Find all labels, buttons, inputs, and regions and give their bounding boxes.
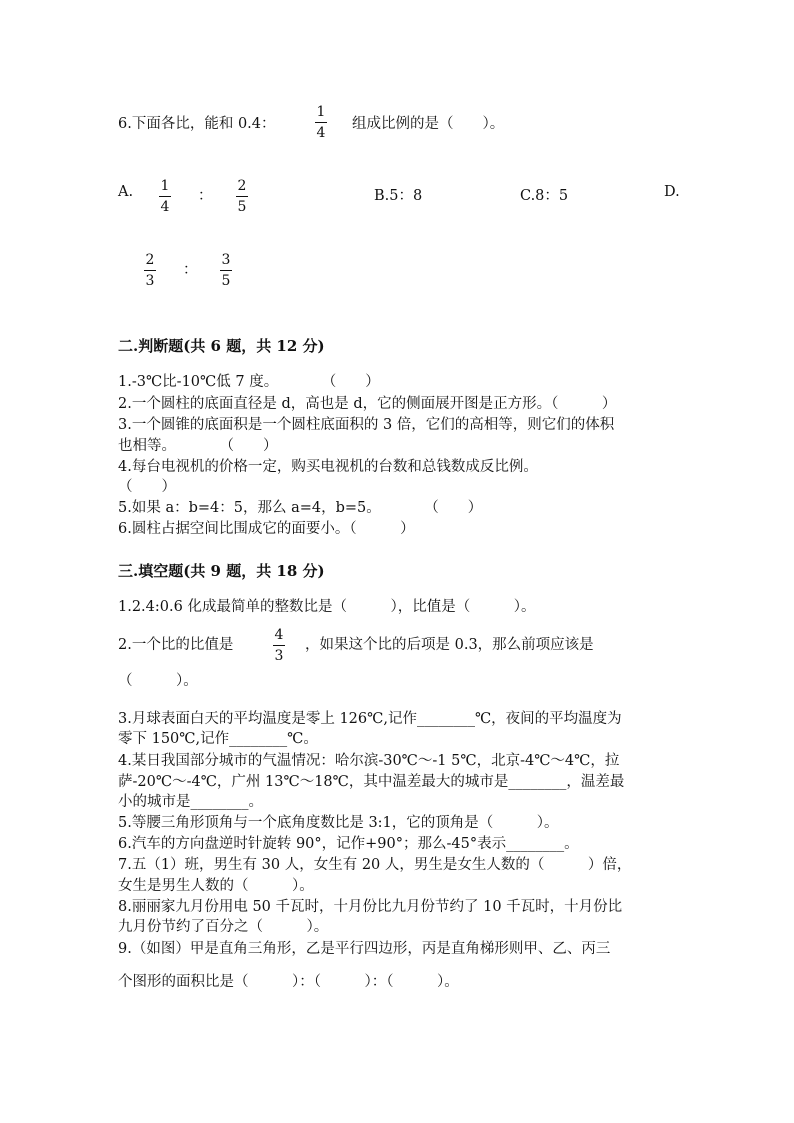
fill-item: 4.某日我国部分城市的气温情况：哈尔滨-30℃～-1 5℃，北京-4℃～4℃，拉: [118, 753, 620, 769]
fill-item: 零下 150℃,记作________℃。: [118, 731, 318, 747]
option-a-right-fraction: [236, 178, 248, 215]
fill-item: 7.五（1）班，男生有 30 人，女生有 20 人，男生是女生人数的（ ）倍，: [118, 857, 632, 873]
fill-item-2-fraction: [273, 627, 285, 664]
fill-item: 九月份节约了百分之（ ）。: [118, 919, 329, 935]
fill-item-2-rest: ，如果这个比的后项是 0.3，那么前项应该是: [305, 637, 594, 653]
option-c: C.8：5: [520, 188, 569, 204]
fill-item: 1.2.4:0.6 化成最简单的整数比是（ ），比值是（ ）。: [118, 599, 536, 615]
option-d-separator: ：: [183, 262, 198, 278]
judge-item: 4.每台电视机的价格一定，购买电视机的台数和总钱数成反比例。: [118, 459, 538, 475]
fill-item-2-stem: 2.一个比的比值是: [118, 637, 234, 653]
option-d-label: D.: [664, 184, 680, 200]
judge-item: 也相等。 （ ）: [118, 438, 278, 454]
q6-stem: 6.下面各比，能和 0.4：: [118, 116, 276, 132]
fill-item: 3.月球表面白天的平均温度是零上 126℃,记作________℃，夜间的平均温度为: [118, 711, 622, 727]
fraction-bar: [144, 270, 156, 271]
fraction-denominator: 3: [145, 273, 155, 289]
fill-item: 8.丽丽家九月份用电 50 千瓦时，十月份比九月份节约了 10 千瓦时，十月份比: [118, 899, 623, 915]
fraction-numerator: 1: [160, 178, 170, 194]
judge-item: 1.-3℃比-10℃低 7 度。 （ ）: [118, 374, 380, 390]
fill-item: 6.汽车的方向盘逆时针旋转 90°，记作+90°；那么-45°表示________。: [118, 836, 579, 852]
q6-stem-end: 组成比例的是（ ）。: [352, 116, 505, 132]
fraction-denominator: 4: [160, 199, 170, 215]
option-b: B.5：8: [374, 188, 423, 204]
option-a-left-fraction: [159, 178, 171, 215]
judge-item: （ ）: [118, 479, 176, 495]
fraction-numerator: 1: [316, 104, 326, 120]
section-2-title: 二.判断题(共 6 题，共 12 分): [118, 337, 325, 355]
fraction-numerator: 2: [145, 252, 155, 268]
fill-item: 女生是男生人数的（ ）。: [118, 878, 314, 894]
fraction-denominator: 5: [237, 199, 247, 215]
fraction-bar: [273, 645, 285, 646]
fill-item-2-blank: （ ）。: [118, 673, 198, 689]
fraction-denominator: 3: [274, 648, 284, 664]
fraction-bar: [236, 196, 248, 197]
fill-item: 个图形的面积比是（ ）：（ ）：（ ）。: [118, 974, 459, 990]
fill-item: 萨-20℃～-4℃，广州 13℃～18℃，其中温差最大的城市是________，温差最: [118, 774, 625, 790]
fraction-denominator: 4: [316, 125, 326, 141]
fraction-numerator: 2: [237, 178, 247, 194]
option-d-left-fraction: [144, 252, 156, 289]
fill-item: 5.等腰三角形顶角与一个底角度数比是 3:1，它的顶角是（ ）。: [118, 815, 559, 831]
fraction-bar: [159, 196, 171, 197]
fill-item: 9.（如图）甲是直角三角形，乙是平行四边形，丙是直角梯形则甲、乙、丙三: [118, 941, 611, 957]
fraction-numerator: 4: [274, 627, 284, 643]
q6-fraction: [315, 104, 327, 141]
option-a-separator: ：: [198, 188, 213, 204]
option-d-right-fraction: [220, 252, 232, 289]
judge-item: 6.圆柱占据空间比围成它的面要小。（ ）: [118, 521, 415, 537]
judge-item: 2.一个圆柱的底面直径是 d，高也是 d，它的侧面展开图是正方形。（ ）: [118, 396, 617, 412]
fraction-bar: [220, 270, 232, 271]
section-3-title: 三.填空题(共 9 题，共 18 分): [118, 562, 325, 580]
fraction-bar: [315, 122, 327, 123]
fraction-numerator: 3: [221, 252, 231, 268]
fill-item: 小的城市是________。: [118, 794, 263, 810]
fraction-denominator: 5: [221, 273, 231, 289]
option-a-label: A.: [118, 184, 134, 200]
judge-item: 3.一个圆锥的底面积是一个圆柱底面积的 3 倍，它们的高相等，则它们的体积: [118, 417, 615, 433]
judge-item: 5.如果 a：b=4：5，那么 a=4，b=5。 （ ）: [118, 500, 483, 516]
